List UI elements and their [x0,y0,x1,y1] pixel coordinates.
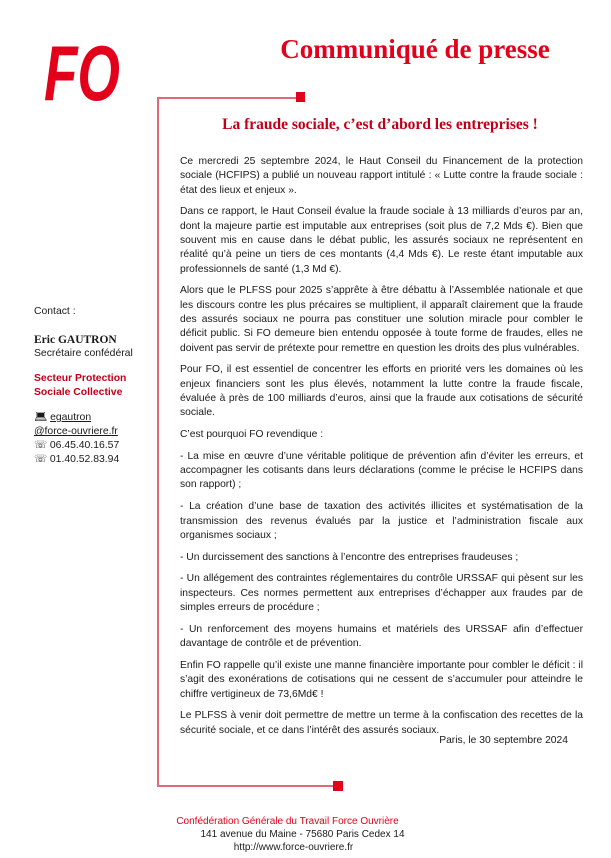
decorative-line [157,785,337,787]
contact-role: Secrétaire confédéral [34,348,133,359]
contact-sector [34,372,159,400]
paragraph: Le PLFSS à venir doit permettre de mettre un terme à la confiscation des recettes de la sécurité sociale, et ce dans l’intérêt des assurés sociaux. [180,710,583,736]
sector-line: Secteur Protection [34,373,127,384]
email-link[interactable]: @force-ouvriere.fr [34,426,118,437]
computer-icon: 💻︎ [34,412,48,423]
footer-url[interactable]: http://www.force-ouvriere.fr [233,842,354,853]
decorative-line [157,97,300,99]
date-line: Paris, le 30 septembre 2024 [439,735,568,746]
press-body [180,155,583,745]
paragraph: - La mise en œuvre d’une véritable politique de prévention afin d’éviter les erreurs, et accompagner les cotisants dans leurs déclarations (comme le précise le HCFIPS dans son rapport) ; [180,450,583,491]
headline: La fraude sociale, c’est d’abord les entreprises ! [222,116,538,133]
email-text[interactable]: egautron [50,412,92,423]
paragraph: - La création d’une base de taxation des activités illicites et systématisation de la transmission des revenus évalués par la justice et l’administration fiscale aux organismes sociaux ; [180,501,583,541]
paragraph: Enfin FO rappelle qu’il existe une manne financière importante pour combler le déficit : il s’agit des exonérations de cotisations qui ne cessent de s’accumuler pour atteindre le chiffre vertigineux de 73,6Md€ ! [180,659,583,700]
contact-name: Eric GAUTRON [34,334,117,346]
paragraph: Dans ce rapport, le Haut Conseil évalue la fraude sociale à 13 milliards d’euros par an, dont la majeure partie est imputable aux entreprises (soit plus de 7,2 Mds €). Bien que souvent mis en cause dans le débat public, les assurés sociaux ne représentent en réalité qu’à peine un tiers de ces montants (4,4 Mds €). Le reste étant imputable aux professionnels de santé (1,3 Md €). [180,206,583,275]
phone-text: 06.45.40.16.57 [49,440,120,451]
decorative-square [296,92,305,102]
paragraph: - Un renforcement des moyens humains et matériels des URSSAF afin d’effectuer davantage de contrôle et de prévention. [180,623,583,650]
paragraph: - Un allégement des contraintes réglementaires du contrôle URSSAF qui pèsent sur les inspecteurs. Ces normes permettent aux entreprises d’échapper aux fraudes par de simples erreurs de procédure ; [180,573,583,614]
paragraph: Ce mercredi 25 septembre 2024, le Haut Conseil du Financement de la protection sociale (HCFIPS) a publié un nouveau rapport intitulé : « Lutte contre la fraude sociale : état des lieux et enjeux ». [180,156,583,196]
paragraph: C’est pourquoi FO revendique : [180,429,324,441]
page-title: Communiqué de presse [280,34,550,64]
paragraph: Pour FO, il est essentiel de concentrer les efforts en priorité vers les domaines où les enjeux financiers sont les plus élevés, notamment la lutte contre la fraude fiscale, évaluée à près de 100 milliards d’euros, ainsi que la fraude aux cotisations de sécurité sociale. [180,364,583,419]
phone-number [34,453,159,467]
footer-address: 141 avenue du Maine - 75680 Paris Cedex 14 [200,829,405,840]
fo-logo [42,29,122,117]
contact-block [34,305,159,467]
telephone-icon: ☏ [34,440,47,451]
decorative-square [333,781,343,791]
paragraph: - Un durcissement des sanctions à l’encontre des entreprises fraudeuses ; [180,551,519,563]
phone-number [34,439,159,453]
footer-org: Confédération Générale du Travail Force Ouvrière [176,816,399,827]
phone-text: 01.40.52.83.94 [49,454,120,465]
sector-line: Sociale Collective [34,387,123,398]
contact-label: Contact : [34,306,76,317]
svg-text:FO: FO [44,29,120,117]
telephone-icon: ☏ [34,454,47,465]
email-link[interactable] [34,411,159,425]
paragraph: Alors que le PLFSS pour 2025 s’apprête à être débattu à l’Assemblée nationale et que les discours contre les plus précaires se multiplient, il apparaît clairement que la fraude des assurés sociaux ne pourra pas constituer une solution miracle pour combler le déficit public. Si FO demeure bien entendu opposée à toute forme de fraudes, elles ne doivent pas servir de prétexte pour remettre en question les droits des plus vulnérables. [180,285,583,354]
